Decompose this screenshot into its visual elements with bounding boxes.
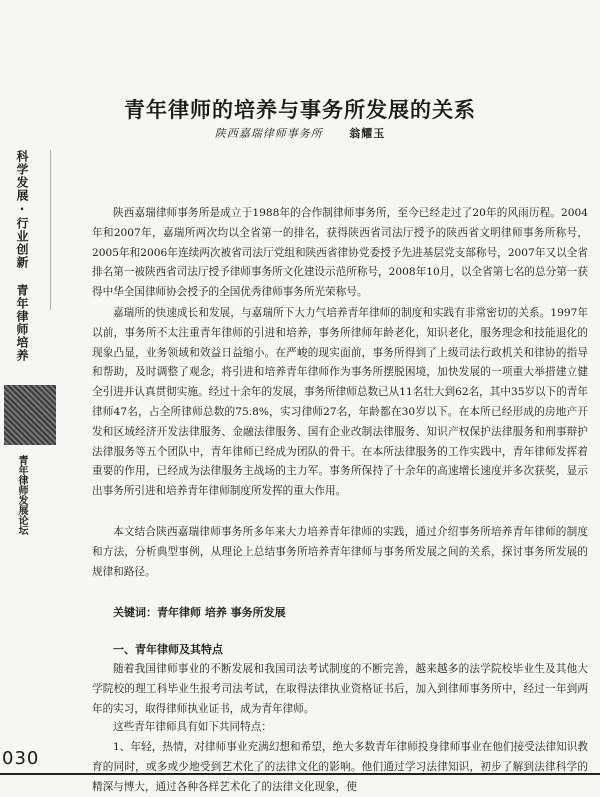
sidebar-col-a: 科学发展·行业创新 [15, 150, 29, 269]
sidebar-column-footer: 青年律师发展论坛 [16, 455, 27, 535]
sidebar-column-header [14, 150, 31, 362]
article-title: 青年律师的培养与事务所发展的关系 [124, 98, 476, 123]
page-number: 030 [2, 748, 40, 769]
author-org: 陕西嘉瑞律师事务所 [214, 127, 323, 140]
author-photo [4, 385, 56, 445]
body-paragraph: 陕西嘉瑞律师事务所是成立于1988年的合作制律师事务所，至今已经走过了20年的风雨历程。2004年和2007年，嘉瑞所两次均以全省第一的排名，获得陕西省司法厅授予的陕西省文明律师事务所称号，2005年和2006年连续两次被省司法厅党组和陕西省律协党委授予先进基层党支部称号，2007年又以全省排名第一被陕西省司法厅授予律师事务所文化建设示范所称号，2008年10月，以全省第七名的总分第一获得中华全国律师协会授予的全国优秀律师事务所光荣称号。 [92, 207, 588, 299]
sidebar-divider [50, 150, 51, 310]
author-name: 翁耀玉 [349, 127, 386, 140]
body-paragraph: 嘉瑞所的快速成长和发展，与嘉瑞所下大力气培养青年律师的制度和实践有非常密切的关系。1997年以前，事务所不太注重青年律师的引进和培养，事务所律师年龄老化，知识老化，服务理念和技能退化的现象凸显，业务领域和效益日益缩小。在严峻的现实面前，事务所得到了上级司法行政机关和律协的指导和帮助，及时调整了观念，将引进和培养青年律师作为事务所摆脱困境，加快发展的一项重大举措建立健全引进并认真贯彻实施。经过十余年的发展，事务所律师总数已从11名壮大到62名，其中35岁以下的青年律师47名，占全所律师总数的75.8%，实习律师27名，年龄都在30岁以下。在本所已经形成的房地产开发和区域经济开发法律服务、金融法律服务、国有企业改制法律服务、知识产权保护法律服务和刑事辩护法律服务等五个团队中，青年律师已经成为团队的骨干。在本所法律服务的工作实践中，青年律师发挥着重要的作用，已经成为法律服务主战场的主力军。事务所保持了十余年的高速增长速度并多次获奖，显示出事务所引进和培养青年律师制度所发挥的重大作用。 [92, 307, 588, 498]
sidebar-col-b: 青年律师培养 [15, 284, 29, 362]
keywords: 关键词：青年律师 培养 事务所发展 [113, 606, 286, 619]
footer-rule [0, 773, 600, 775]
section-heading: 一、青年律师及其特点 [113, 643, 223, 656]
section-paragraph: 这些青年律师具有如下共同特点： [113, 721, 272, 733]
section-paragraph: 随着我国律师事业的不断发展和我国司法考试制度的不断完善，越来越多的法学院校毕业生及其他大学院校的理工科毕业生报考司法考试，在取得法律执业资格证书后，加入到律师事务所中，经过一年到两年的实习，取得律师执业证书，成为青年律师。 [92, 663, 588, 715]
section-paragraph: 1、年轻，热情，对律师事业充满幻想和希望，绝大多数青年律师投身律师事业在他们接受法律知识教育的同时，或多或少地受到艺术化了的法律文化的影响。他们通过学习法律知识，初步了解到法律科学的精深与博大，通过各种各样艺术化了的法律文化现象，使 [92, 741, 588, 793]
body-paragraph: 本文结合陕西嘉瑞律师事务所多年来大力培养青年律师的实践，通过介绍事务所培养青年律师的制度和方法，分析典型事例，从理论上总结事务所培养青年律师与事务所发展之间的关系，探讨事务所发展的规律和路径。 [92, 526, 588, 578]
author-line [0, 125, 600, 141]
